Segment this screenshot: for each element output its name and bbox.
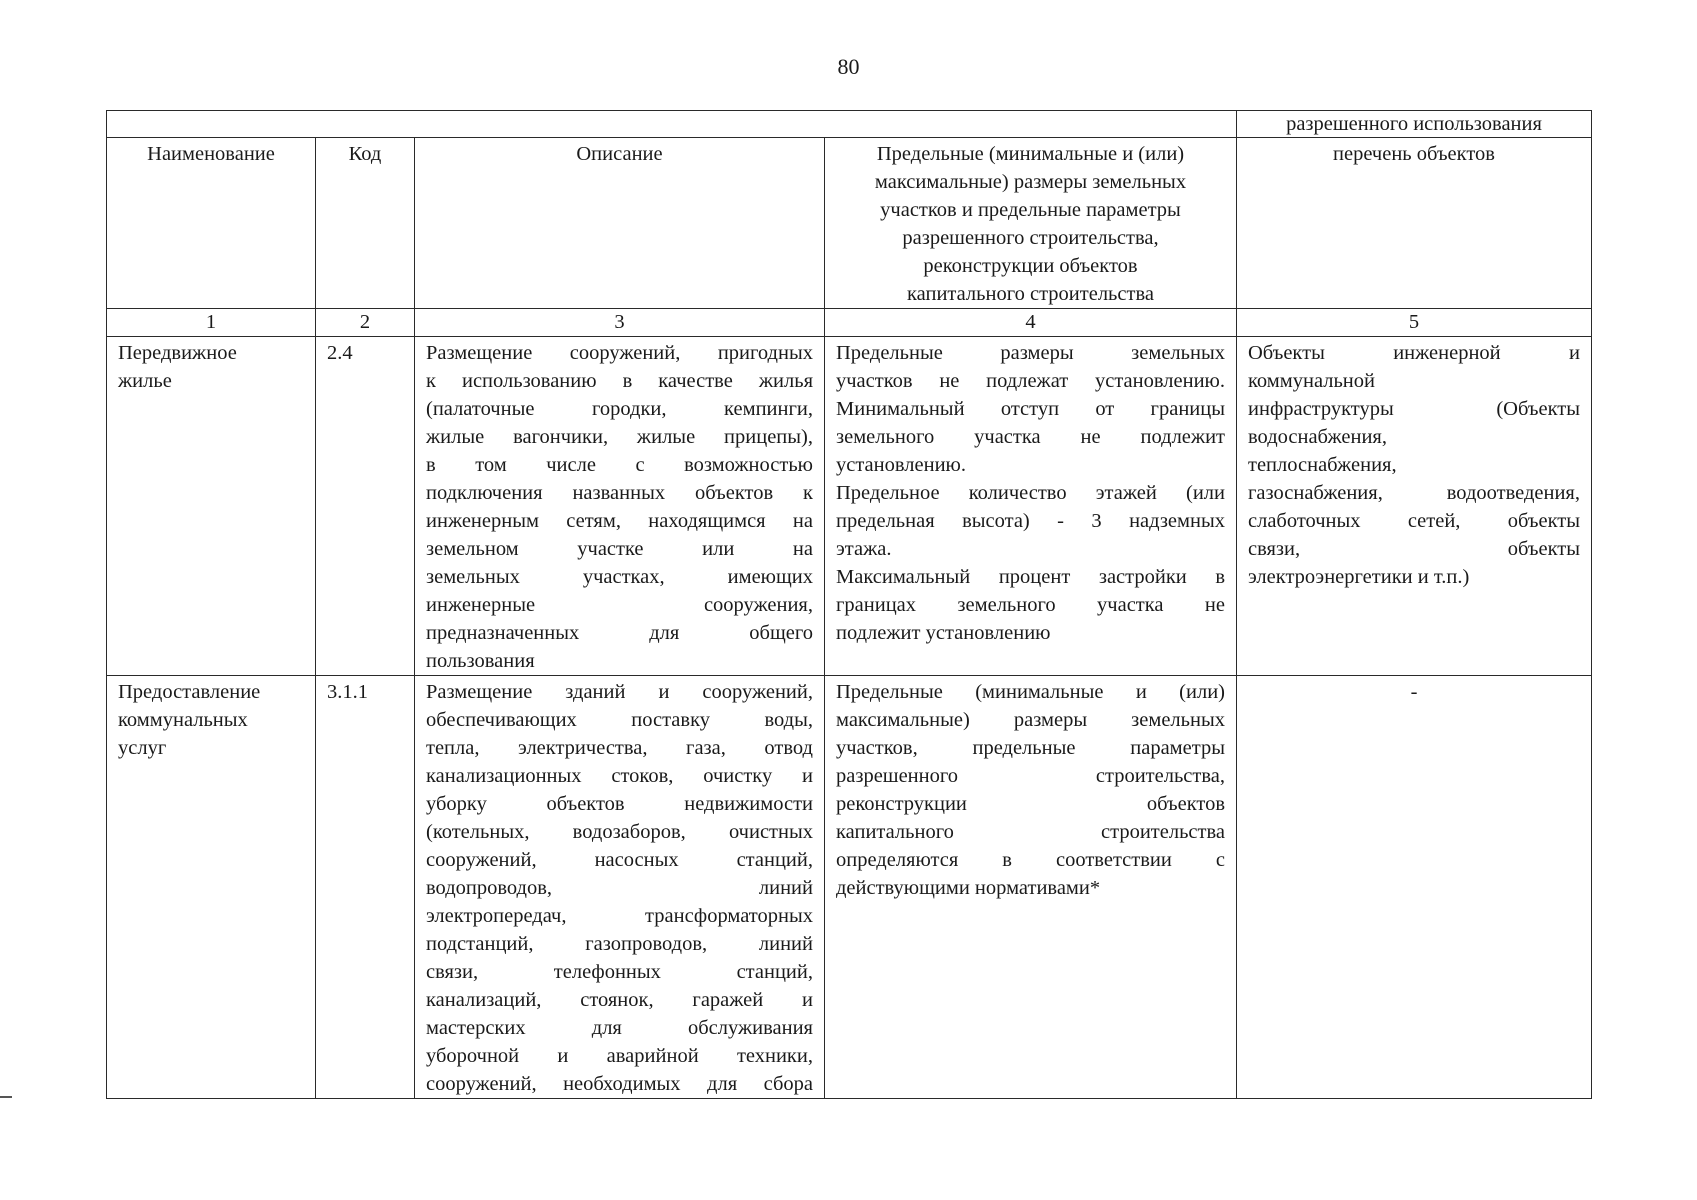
column-number: 2 bbox=[316, 309, 415, 337]
objects-line: Объекты инженерной и bbox=[1248, 342, 1580, 364]
parameters-line: границах земельного участка не bbox=[836, 594, 1225, 616]
parameters-line: Предельные размеры земельных bbox=[836, 342, 1225, 364]
description-line: жилые вагончики, жилые прицепы), bbox=[426, 426, 813, 448]
description-line: подстанций, газопроводов, линий bbox=[426, 933, 813, 955]
objects-line: инфраструктуры (Объекты bbox=[1248, 398, 1580, 420]
row-objects bbox=[1237, 337, 1592, 676]
description-line: водопроводов, линий bbox=[426, 877, 813, 899]
description-line: Размещение сооружений, пригодных bbox=[426, 342, 813, 364]
column-number-row bbox=[107, 309, 1592, 337]
table-row bbox=[107, 337, 1592, 676]
description-line: в том числе с возможностью bbox=[426, 454, 813, 476]
description-line: пользования bbox=[426, 650, 535, 672]
parameters-line: этажа. bbox=[836, 538, 892, 560]
column-number: 3 bbox=[415, 309, 825, 337]
row-name bbox=[107, 676, 316, 1099]
header-parameters-line: участков и предельные параметры bbox=[880, 199, 1181, 221]
description-line: канализаций, стоянок, гаражей и bbox=[426, 989, 813, 1011]
column-number: 1 bbox=[107, 309, 316, 337]
page-number: 80 bbox=[837, 54, 860, 79]
row-name-line: услуг bbox=[118, 737, 167, 759]
column-number: 5 bbox=[1237, 309, 1592, 337]
objects-line: водоснабжения, bbox=[1248, 426, 1387, 448]
parameters-line: Максимальный процент застройки в bbox=[836, 566, 1225, 588]
header-code: Код bbox=[316, 138, 415, 309]
row-code: 2.4 bbox=[316, 337, 415, 676]
description-line: земельном участке или на bbox=[426, 538, 813, 560]
row-parameters bbox=[825, 337, 1237, 676]
description-line: инженерные сооружения, bbox=[426, 594, 813, 616]
header-objects: перечень объектов bbox=[1237, 138, 1592, 309]
description-line: инженерным сетям, находящимся на bbox=[426, 510, 813, 532]
description-line: тепла, электричества, газа, отвод bbox=[426, 737, 813, 759]
description-line: предназначенных для общего bbox=[426, 622, 813, 644]
objects-line: газоснабжения, водоотведения, bbox=[1248, 482, 1580, 504]
header-parameters-line: разрешенного строительства, bbox=[902, 227, 1159, 249]
objects-line: коммунальной bbox=[1248, 370, 1375, 392]
description-line: уборку объектов недвижимости bbox=[426, 793, 813, 815]
parameters-line: земельного участка не подлежит bbox=[836, 426, 1225, 448]
top-row-blank-cell bbox=[107, 111, 1237, 138]
description-line: канализационных стоков, очистку и bbox=[426, 765, 813, 787]
description-line: связи, телефонных станций, bbox=[426, 961, 813, 983]
parameters-line: Предельное количество этажей (или bbox=[836, 482, 1225, 504]
header-parameters-line: максимальные) размеры земельных bbox=[874, 171, 1187, 193]
description-line: электропередач, трансформаторных bbox=[426, 905, 813, 927]
parameters-line: участков, предельные параметры bbox=[836, 737, 1225, 759]
header-top-right: разрешенного использования bbox=[1237, 111, 1592, 138]
parameters-line: установлению. bbox=[836, 454, 966, 476]
header-parameters-line: Предельные (минимальные и (или) bbox=[876, 143, 1185, 165]
parameters-line: участков не подлежат установлению. bbox=[836, 370, 1225, 392]
parameters-line: реконструкции объектов bbox=[836, 793, 1225, 815]
description-line: к использованию в качестве жилья bbox=[426, 370, 813, 392]
description-line: (котельных, водозаборов, очистных bbox=[426, 821, 813, 843]
column-number: 4 bbox=[825, 309, 1237, 337]
row-name-line: коммунальных bbox=[118, 709, 248, 731]
description-line: сооружений, необходимых для сбора bbox=[426, 1073, 813, 1095]
description-line: обеспечивающих поставку воды, bbox=[426, 709, 813, 731]
scan-edge-mark bbox=[0, 1096, 12, 1098]
description-line: уборочной и аварийной техники, bbox=[426, 1045, 813, 1067]
row-parameters bbox=[825, 676, 1237, 1099]
table-row bbox=[107, 676, 1592, 1099]
description-line: мастерских для обслуживания bbox=[426, 1017, 813, 1039]
header-description: Описание bbox=[415, 138, 825, 309]
description-line: Размещение зданий и сооружений, bbox=[426, 681, 813, 703]
parameters-line: определяются в соответствии с bbox=[836, 849, 1225, 871]
row-description bbox=[415, 337, 825, 676]
description-line: земельных участках, имеющих bbox=[426, 566, 813, 588]
parameters-line: капитального строительства bbox=[836, 821, 1225, 843]
permitted-use-table bbox=[106, 110, 1592, 1099]
objects-line: теплоснабжения, bbox=[1248, 454, 1397, 476]
row-name-line: Передвижное bbox=[118, 342, 237, 364]
table-header-row bbox=[107, 138, 1592, 309]
parameters-line: действующими нормативами* bbox=[836, 877, 1101, 899]
row-description bbox=[415, 676, 825, 1099]
row-objects: - bbox=[1237, 676, 1592, 1099]
parameters-line: Минимальный отступ от границы bbox=[836, 398, 1225, 420]
objects-line: слаботочных сетей, объекты bbox=[1248, 510, 1580, 532]
row-code: 3.1.1 bbox=[316, 676, 415, 1099]
parameters-line: разрешенного строительства, bbox=[836, 765, 1225, 787]
description-line: (палаточные городки, кемпинги, bbox=[426, 398, 813, 420]
parameters-line: предельная высота) - 3 надземных bbox=[836, 510, 1225, 532]
parameters-line: подлежит установлению bbox=[836, 622, 1051, 644]
header-parameters-line: реконструкции объектов bbox=[923, 255, 1138, 277]
objects-line: связи, объекты bbox=[1248, 538, 1580, 560]
header-parameters-line: капитального строительства bbox=[907, 283, 1154, 305]
description-line: сооружений, насосных станций, bbox=[426, 849, 813, 871]
table-top-row bbox=[107, 111, 1592, 138]
header-parameters bbox=[825, 138, 1237, 309]
row-name-line: жилье bbox=[118, 370, 172, 392]
description-line: подключения названных объектов к bbox=[426, 482, 813, 504]
objects-line: электроэнергетики и т.п.) bbox=[1248, 566, 1470, 588]
row-name bbox=[107, 337, 316, 676]
parameters-line: Предельные (минимальные и (или) bbox=[836, 681, 1225, 703]
parameters-line: максимальные) размеры земельных bbox=[836, 709, 1225, 731]
header-name: Наименование bbox=[107, 138, 316, 309]
row-name-line: Предоставление bbox=[118, 681, 261, 703]
